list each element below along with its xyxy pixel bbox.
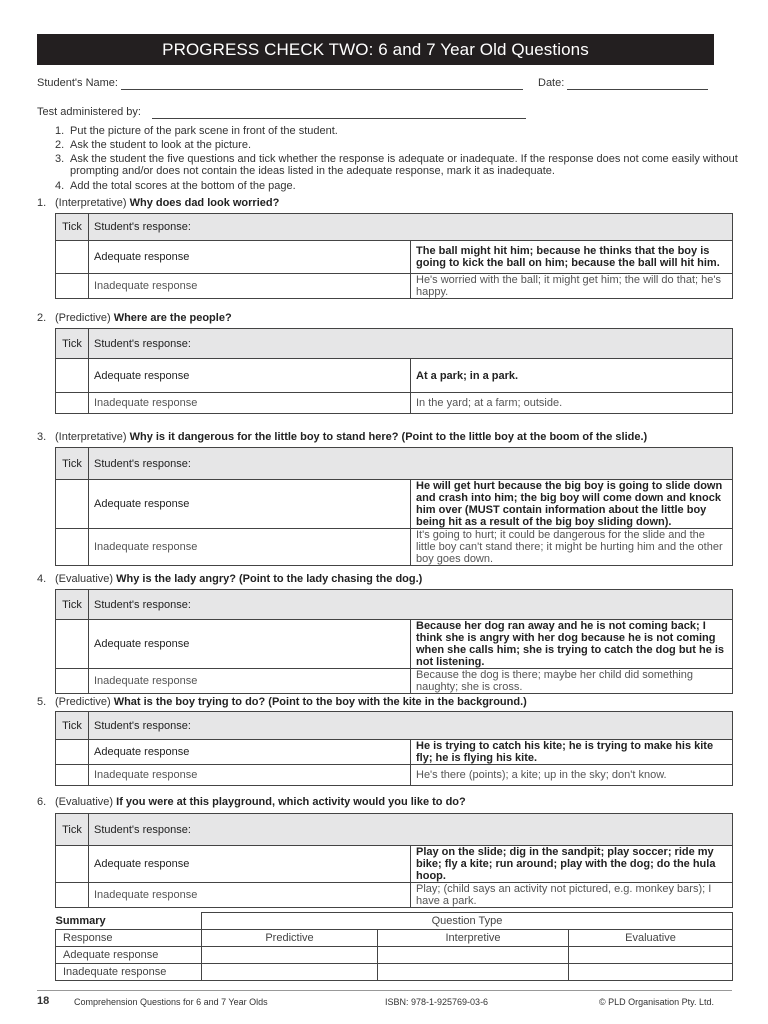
response-header: Response [56, 930, 202, 947]
tick-box-inadequate[interactable] [56, 883, 89, 908]
copyright: © PLD Organisation Pty. Ltd. [599, 997, 715, 1007]
summary-title: Summary [55, 914, 106, 927]
score-cell[interactable] [378, 947, 569, 964]
score-cell[interactable] [378, 964, 569, 981]
book-title: Comprehension Questions for 6 and 7 Year Olds [74, 997, 268, 1007]
inadequate-response: It's going to hurt; it could be dangerous for the slide and the little boy can't stand there; it might be hurting him and the other boy goes down. [411, 529, 733, 566]
page-title: PROGRESS CHECK TWO: 6 and 7 Year Old Questions [37, 34, 714, 65]
summary-row-inadequate: Inadequate response [56, 964, 202, 981]
tick-box-adequate[interactable] [56, 359, 89, 393]
date-field[interactable] [567, 89, 708, 90]
question-6-table [55, 813, 733, 908]
adequate-label: Adequate response [89, 480, 411, 529]
isbn: ISBN: 978-1-925769-03-6 [385, 997, 489, 1007]
tick-box-inadequate[interactable] [56, 669, 89, 694]
question-6: 6. (Evaluative) If you were at this playground, which activity would you like to do? [37, 796, 466, 808]
tick-box-adequate[interactable] [56, 740, 89, 765]
question-2-table [55, 328, 733, 414]
tick-header: Tick [56, 448, 89, 480]
question-4-table [55, 589, 733, 694]
question-1: 1. (Interpretative) Why does dad look worried? [37, 197, 280, 209]
adequate-response: He will get hurt because the big boy is going to slide down and crash into him; the big boy will come down and knock him over (MUST contain information about the little boy being hit as a result of the big boy sliding down). [411, 480, 733, 529]
question-4: 4. (Evaluative) Why is the lady angry? (Point to the lady chasing the dog.) [37, 573, 423, 585]
inadequate-response: He's worried with the ball; it might get him; the will do that; he's happy. [411, 274, 733, 299]
summary-table [55, 912, 733, 981]
question-type-header: Question Type [202, 913, 733, 930]
col-evaluative: Evaluative [569, 930, 733, 947]
score-cell[interactable] [202, 947, 378, 964]
summary-row-adequate: Adequate response [56, 947, 202, 964]
students-response-header: Student's response: [89, 448, 733, 480]
date-label: Date: [538, 77, 565, 89]
adequate-label: Adequate response [89, 846, 411, 883]
inadequate-label: Inadequate response [89, 883, 411, 908]
student-name-label: Student's Name: [37, 77, 118, 89]
score-cell[interactable] [569, 947, 733, 964]
question-3: 3. (Interpretative) Why is it dangerous for the little boy to stand here? (Point to the little boy at the boom of the slide.) [37, 431, 648, 443]
question-3-table [55, 447, 733, 566]
tick-box-adequate[interactable] [56, 241, 89, 274]
inadequate-label: Inadequate response [89, 529, 411, 566]
inadequate-label: Inadequate response [89, 393, 411, 414]
inadequate-response: Because the dog is there; maybe her child did something naughty; she is cross. [411, 669, 733, 694]
question-2: 2. (Predictive) Where are the people? [37, 312, 232, 324]
tick-box-adequate[interactable] [56, 480, 89, 529]
adequate-response: The ball might hit him; because he thinks that the boy is going to kick the ball on him; because the ball will hit him. [411, 241, 733, 274]
adequate-response: At a park; in a park. [411, 359, 733, 393]
inadequate-response: Play; (child says an activity not pictured, e.g. monkey bars); I have a park. [411, 883, 733, 908]
tick-box-inadequate[interactable] [56, 274, 89, 299]
tick-header: Tick [56, 214, 89, 241]
students-response-header: Student's response: [89, 214, 733, 241]
student-name-field[interactable] [121, 89, 523, 90]
score-cell[interactable] [569, 964, 733, 981]
page-number: 18 [37, 995, 50, 1007]
adequate-label: Adequate response [89, 620, 411, 669]
adequate-response: He is trying to catch his kite; he is trying to make his kite fly; he is flying his kite. [411, 740, 733, 765]
adequate-label: Adequate response [89, 241, 411, 274]
tick-box-inadequate[interactable] [56, 529, 89, 566]
tick-header: Tick [56, 590, 89, 620]
tick-header: Tick [56, 814, 89, 846]
students-response-header: Student's response: [89, 712, 733, 740]
administered-label: Test administered by: [37, 106, 141, 118]
administered-field[interactable] [152, 118, 526, 119]
tick-header: Tick [56, 329, 89, 359]
tick-box-adequate[interactable] [56, 846, 89, 883]
adequate-response: Play on the slide; dig in the sandpit; play soccer; ride my bike; fly a kite; run around; play with the dog; do the hula hoop. [411, 846, 733, 883]
inadequate-label: Inadequate response [89, 274, 411, 299]
adequate-label: Adequate response [89, 359, 411, 393]
students-response-header: Student's response: [89, 329, 733, 359]
col-interpretive: Interpretive [378, 930, 569, 947]
col-predictive: Predictive [202, 930, 378, 947]
inadequate-response: In the yard; at a farm; outside. [411, 393, 733, 414]
score-cell[interactable] [202, 964, 378, 981]
question-5: 5. (Predictive) What is the boy trying to do? (Point to the boy with the kite in the background.) [37, 696, 527, 708]
footer-divider [37, 990, 732, 991]
tick-box-inadequate[interactable] [56, 393, 89, 414]
tick-box-adequate[interactable] [56, 620, 89, 669]
inadequate-response: He's there (points); a kite; up in the sky; don't know. [411, 765, 733, 786]
inadequate-label: Inadequate response [89, 669, 411, 694]
adequate-label: Adequate response [89, 740, 411, 765]
question-1-table [55, 213, 733, 299]
inadequate-label: Inadequate response [89, 765, 411, 786]
tick-header: Tick [56, 712, 89, 740]
tick-box-inadequate[interactable] [56, 765, 89, 786]
adequate-response: Because her dog ran away and he is not coming back; I think she is angry with her dog because he is not coming when she calls him; she is trying to catch the dog but he is not listening. [411, 620, 733, 669]
question-5-table [55, 711, 733, 786]
students-response-header: Student's response: [89, 814, 733, 846]
students-response-header: Student's response: [89, 590, 733, 620]
